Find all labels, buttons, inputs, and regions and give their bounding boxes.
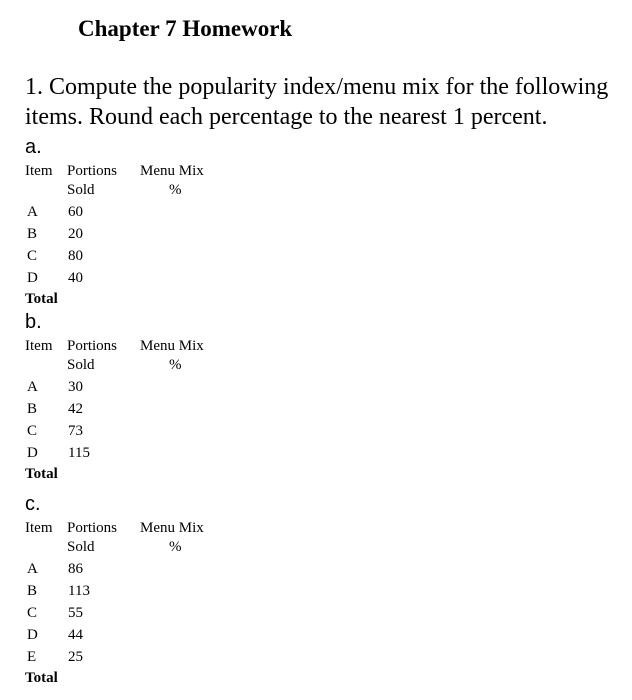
row-portions-sold: 73 xyxy=(68,423,83,439)
header-percent: % xyxy=(169,182,182,198)
row-item: D xyxy=(27,627,38,643)
total-label: Total xyxy=(25,466,58,482)
header-item: Item xyxy=(25,163,53,179)
total-label: Total xyxy=(25,670,58,686)
header-menu-mix: Menu Mix xyxy=(140,338,204,354)
row-portions-sold: 42 xyxy=(68,401,83,417)
row-portions-sold: 80 xyxy=(68,248,83,264)
row-item: A xyxy=(27,561,38,577)
row-item: B xyxy=(27,401,38,417)
header-menu-mix: Menu Mix xyxy=(140,163,204,179)
row-item: B xyxy=(27,226,38,242)
header-item: Item xyxy=(25,338,53,354)
page-title: Chapter 7 Homework xyxy=(78,16,293,41)
row-portions-sold: 20 xyxy=(68,226,83,242)
row-portions-sold: 86 xyxy=(68,561,83,577)
row-item: B xyxy=(27,583,38,599)
header-sold: Sold xyxy=(67,357,95,373)
row-portions-sold: 40 xyxy=(68,270,83,286)
part-label: b. xyxy=(25,311,42,333)
row-item: C xyxy=(27,605,38,621)
header-sold: Sold xyxy=(67,539,95,555)
row-item: C xyxy=(27,423,38,439)
part-label: c. xyxy=(25,493,41,515)
header-sold: Sold xyxy=(67,182,95,198)
header-percent: % xyxy=(169,539,182,555)
total-label: Total xyxy=(25,291,58,307)
part-label: a. xyxy=(25,136,42,158)
header-portions: Portions xyxy=(67,520,118,536)
row-item: D xyxy=(27,445,38,461)
header-portions: Portions xyxy=(67,163,118,179)
row-portions-sold: 30 xyxy=(68,379,83,395)
question-text-line-2: items. Round each percentage to the nearest 1 percent. xyxy=(25,104,548,130)
header-percent: % xyxy=(169,357,182,373)
row-portions-sold: 44 xyxy=(68,627,83,643)
row-portions-sold: 60 xyxy=(68,204,83,220)
row-item: D xyxy=(27,270,38,286)
header-portions: Portions xyxy=(67,338,118,354)
row-item: A xyxy=(27,204,38,220)
header-menu-mix: Menu Mix xyxy=(140,520,204,536)
row-portions-sold: 113 xyxy=(68,583,90,599)
row-item: C xyxy=(27,248,38,264)
row-item: A xyxy=(27,379,38,395)
row-portions-sold: 55 xyxy=(68,605,83,621)
question-text-line-1: 1. Compute the popularity index/menu mix for the following xyxy=(25,74,609,100)
row-portions-sold: 25 xyxy=(68,649,83,665)
row-portions-sold: 115 xyxy=(68,445,90,461)
header-item: Item xyxy=(25,520,53,536)
row-item: E xyxy=(27,649,37,665)
